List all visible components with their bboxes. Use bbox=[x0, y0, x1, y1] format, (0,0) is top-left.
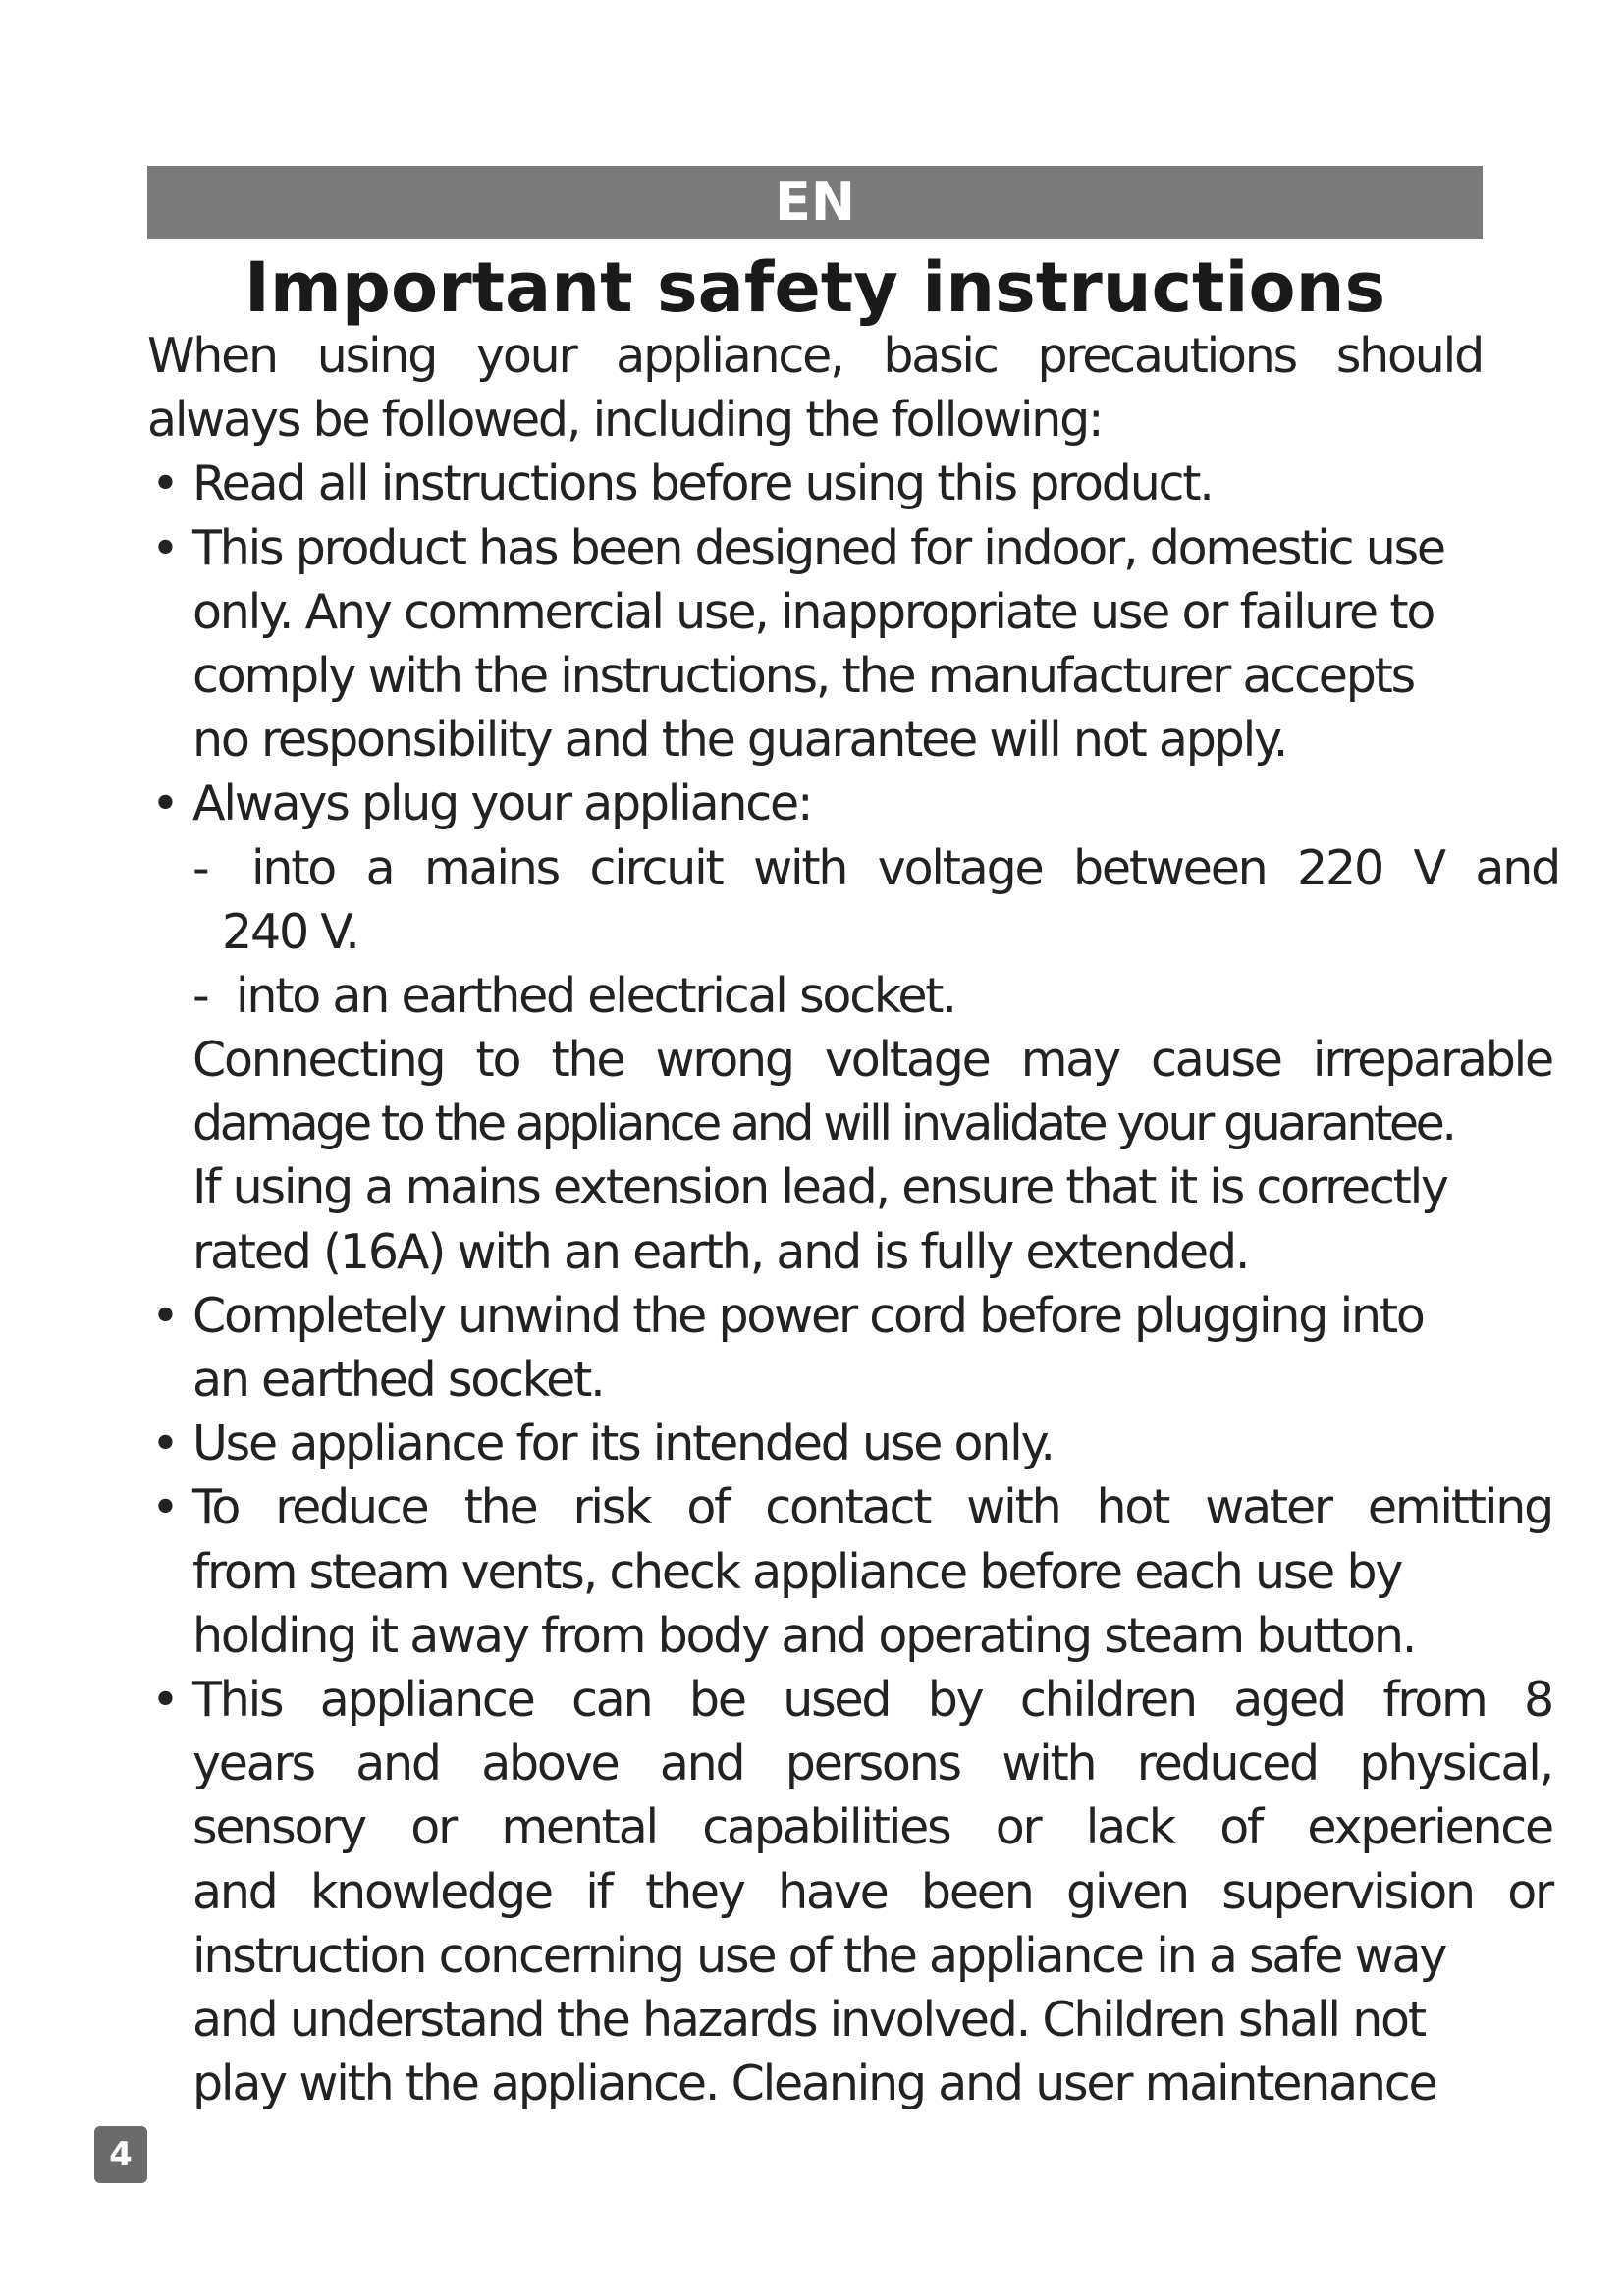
list-item-plug bbox=[147, 772, 1559, 1284]
list-item-intended-use bbox=[147, 1412, 1532, 1475]
page-number-badge bbox=[94, 2126, 147, 2183]
list-item-text: play with the appliance. Cleaning and user maintenance bbox=[192, 2056, 1436, 2112]
safety-instructions-body bbox=[147, 324, 1559, 2115]
intro-line: always be followed, including the following: bbox=[147, 392, 1103, 449]
list-item-text: If using a mains extension lead, ensure that it is correctly bbox=[192, 1159, 1447, 1216]
list-item-text: • Completely unwind the power cord before plugging into bbox=[147, 1284, 1532, 1348]
list-item-text: • Use appliance for its intended use only. bbox=[147, 1412, 1532, 1475]
list-item-text: an earthed socket. bbox=[192, 1352, 604, 1408]
list-item-text: • This appliance can be used by children aged from 8 bbox=[147, 1668, 1552, 1732]
list-item-text: Connecting to the wrong voltage may cause irreparable bbox=[192, 1032, 1552, 1089]
list-item-text: instruction concerning use of the appliance in a safe way bbox=[192, 1927, 1446, 1984]
list-item-text: sensory or mental capabilities or lack of experience bbox=[192, 1799, 1552, 1856]
list-item-text: holding it away from body and operating steam button. bbox=[192, 1607, 1416, 1664]
list-item-text: only. Any commercial use, inappropriate use or failure to bbox=[192, 583, 1435, 640]
list-item-text: • Always plug your appliance: bbox=[147, 772, 1532, 835]
intro-paragraph bbox=[147, 324, 1532, 452]
list-item-text: comply with the instructions, the manufacturer accepts bbox=[192, 647, 1414, 704]
list-item-text: damage to the appliance and will invalidate your guarantee. bbox=[192, 1095, 1454, 1152]
list-item-text: • Read all instructions before using this product. bbox=[147, 452, 1532, 515]
page-number: 4 bbox=[109, 2135, 133, 2174]
language-code: EN bbox=[774, 171, 856, 233]
page-title: Important safety instructions bbox=[244, 247, 1386, 328]
list-item-text: and understand the hazards involved. Children shall not bbox=[192, 1991, 1425, 2048]
list-item-text: from steam vents, check appliance before each use by bbox=[192, 1543, 1402, 1600]
list-item-steam bbox=[147, 1475, 1552, 1668]
list-item-text: and knowledge if they have been given supervision or bbox=[192, 1863, 1552, 1920]
intro-line: When using your appliance, basic precautions should bbox=[147, 328, 1483, 384]
list-item-children bbox=[147, 1668, 1552, 2115]
list-item-text: no responsibility and the guarantee will not apply. bbox=[192, 712, 1287, 769]
list-item-indoor-use bbox=[147, 516, 1532, 773]
language-header-bar bbox=[147, 166, 1483, 239]
list-item-read-instructions bbox=[147, 452, 1532, 515]
list-item-text: • This product has been designed for indoor, domestic use bbox=[147, 516, 1532, 580]
list-item-text: • To reduce the risk of contact with hot water emitting bbox=[147, 1475, 1552, 1539]
list-item-unwind bbox=[147, 1284, 1532, 1412]
sub-item-voltage: - into a mains circuit with voltage between 220 V and bbox=[147, 836, 1559, 900]
sub-item-voltage-cont: 240 V. bbox=[222, 903, 358, 960]
list-item-text: rated (16A) with an earth, and is fully extended. bbox=[192, 1223, 1249, 1280]
sub-item-earthed: - into an earthed electrical socket. bbox=[147, 964, 1532, 1028]
list-item-text: years and above and persons with reduced physical, bbox=[192, 1735, 1552, 1792]
